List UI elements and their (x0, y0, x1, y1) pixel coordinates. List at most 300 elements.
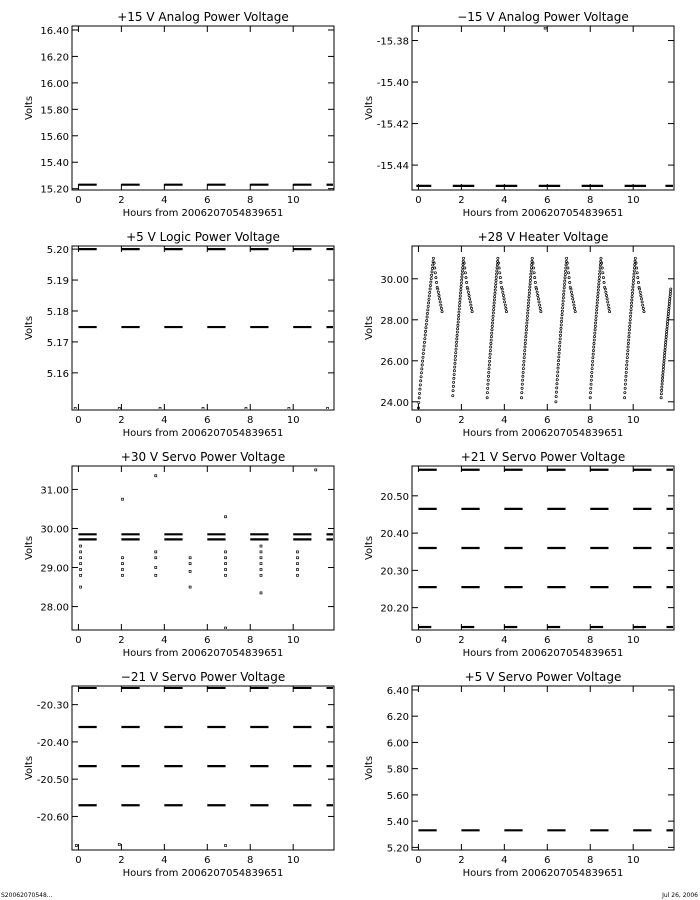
y-tick-label: 15.80 (40, 105, 69, 117)
data-point (625, 368, 627, 370)
data-point (524, 342, 526, 344)
data-point (425, 323, 427, 325)
data-point (603, 281, 605, 283)
data-point (594, 329, 596, 331)
y-tick-label: 16.00 (40, 78, 69, 90)
data-point (491, 332, 493, 334)
data-point (490, 335, 492, 337)
data-point (458, 314, 460, 316)
x-axis-label: Hours from 2006207054839651 (122, 648, 284, 659)
data-point (498, 267, 500, 269)
data-point (426, 319, 428, 321)
data-point (504, 304, 506, 306)
data-point (639, 288, 641, 290)
x-tick-label: 8 (247, 195, 254, 206)
data-point (189, 557, 191, 559)
x-tick-label: 6 (544, 415, 551, 426)
chart-panel-6 (364, 450, 674, 659)
data-point (454, 359, 456, 361)
data-point (521, 387, 523, 389)
x-tick-label: 8 (587, 855, 594, 866)
data-point (660, 397, 662, 399)
data-point (460, 285, 462, 287)
y-axis-label: Volts (24, 755, 35, 781)
x-tick-label: 2 (458, 635, 465, 646)
data-point (456, 338, 458, 340)
data-point (590, 383, 592, 385)
data-point (635, 262, 637, 264)
data-point (640, 294, 642, 296)
data-point (628, 332, 630, 334)
data-point (596, 309, 598, 311)
y-axis-label: Volts (364, 535, 375, 561)
data-point (457, 324, 459, 326)
data-point (531, 257, 533, 259)
data-point (429, 284, 431, 286)
data-point (495, 273, 497, 275)
data-point (155, 567, 157, 569)
data-point (489, 357, 491, 359)
data-point (572, 301, 574, 303)
data-point (459, 301, 461, 303)
data-point (632, 289, 634, 291)
data-point (537, 294, 539, 296)
x-tick-label: 4 (161, 415, 168, 426)
data-point (80, 568, 82, 570)
data-point (433, 262, 435, 264)
data-point (494, 289, 496, 291)
data-point (668, 300, 670, 302)
data-point (530, 276, 532, 278)
y-tick-label: -15.42 (376, 119, 409, 131)
data-point (665, 341, 667, 343)
data-point (630, 312, 632, 314)
y-tick-label: 16.20 (40, 52, 69, 64)
data-point (629, 315, 631, 317)
data-point (533, 272, 535, 274)
data-point (461, 273, 463, 275)
data-point (561, 317, 563, 319)
data-point (494, 295, 496, 297)
data-point (593, 339, 595, 341)
x-tick-label: 8 (247, 855, 254, 866)
y-tick-label: -20.40 (36, 737, 69, 749)
x-tick-label: 4 (501, 415, 508, 426)
y-tick-label: -20.30 (36, 700, 69, 712)
data-point (663, 354, 665, 356)
data-point (458, 305, 460, 307)
data-point (569, 281, 571, 283)
data-point (572, 298, 574, 300)
data-point (526, 325, 528, 327)
data-point (599, 270, 601, 272)
data-point (624, 383, 626, 385)
data-point (560, 331, 562, 333)
data-point (80, 551, 82, 553)
data-point (539, 304, 541, 306)
data-point (602, 272, 604, 274)
y-tick-label: 30.00 (380, 274, 409, 286)
data-point (608, 307, 610, 309)
x-tick-label: 6 (204, 635, 211, 646)
data-point (590, 375, 592, 377)
plot-frame (412, 686, 674, 850)
data-point (661, 380, 663, 382)
data-point (431, 267, 433, 269)
data-point (626, 360, 628, 362)
data-point (491, 322, 493, 324)
data-point (557, 371, 559, 373)
data-point (666, 328, 668, 330)
data-point (421, 364, 423, 366)
data-point (629, 325, 631, 327)
data-point (523, 353, 525, 355)
y-tick-label: 5.19 (46, 276, 69, 288)
data-point (80, 545, 82, 547)
y-tick-label: 5.80 (386, 764, 409, 776)
data-point (663, 363, 665, 365)
y-tick-label: 6.00 (386, 738, 409, 750)
data-point (459, 298, 461, 300)
data-point (488, 360, 490, 362)
data-point (600, 262, 602, 264)
data-point (492, 312, 494, 314)
data-point (526, 315, 528, 317)
chart-panel-3 (24, 230, 334, 439)
plot-frame (72, 686, 334, 850)
data-point (557, 367, 559, 369)
data-point (435, 281, 437, 283)
data-point (589, 397, 591, 399)
data-point (599, 273, 601, 275)
data-point (605, 294, 607, 296)
plot-frame (412, 246, 674, 410)
x-axis-label: Hours from 2006207054839651 (122, 428, 284, 439)
data-point (570, 291, 572, 293)
data-point (559, 345, 561, 347)
data-point (327, 407, 329, 409)
y-tick-label: -20.50 (36, 775, 69, 787)
x-tick-label: 2 (118, 635, 125, 646)
data-point (600, 257, 602, 259)
data-point (637, 281, 639, 283)
x-tick-label: 8 (587, 415, 594, 426)
plot-frame (72, 26, 334, 190)
data-point (560, 320, 562, 322)
data-point (664, 352, 666, 354)
x-tick-label: 0 (75, 855, 82, 866)
x-tick-label: 4 (501, 855, 508, 866)
y-tick-label: 29.00 (40, 563, 69, 575)
data-point (118, 843, 120, 845)
data-point (189, 586, 191, 588)
data-point (593, 346, 595, 348)
data-point (441, 311, 443, 313)
data-point (528, 295, 530, 297)
data-point (669, 290, 671, 292)
data-point (424, 330, 426, 332)
data-point (532, 267, 534, 269)
chart-panel-8 (364, 670, 674, 879)
data-point (556, 379, 558, 381)
y-tick-label: 15.20 (40, 184, 69, 196)
data-point (429, 291, 431, 293)
y-tick-label: -15.38 (376, 36, 409, 48)
data-point (667, 320, 669, 322)
x-tick-label: 0 (415, 635, 422, 646)
plot-frame (412, 26, 674, 190)
data-point (501, 288, 503, 290)
data-point (574, 311, 576, 313)
data-point (532, 262, 534, 264)
data-point (591, 371, 593, 373)
x-tick-label: 10 (626, 415, 640, 426)
data-point (80, 586, 82, 588)
data-point (527, 302, 529, 304)
data-point (525, 332, 527, 334)
data-point (641, 301, 643, 303)
data-point (452, 385, 454, 387)
y-tick-label: 28.00 (40, 602, 69, 614)
data-point (118, 407, 120, 409)
data-point (633, 276, 635, 278)
x-tick-label: 0 (415, 855, 422, 866)
y-tick-label: 6.20 (386, 712, 409, 724)
data-point (469, 298, 471, 300)
data-point (492, 315, 494, 317)
data-point (464, 267, 466, 269)
data-point (598, 279, 600, 281)
data-point (624, 387, 626, 389)
data-point (499, 277, 501, 279)
data-point (562, 303, 564, 305)
x-axis-label: Hours from 2006207054839651 (462, 868, 624, 879)
x-tick-label: 10 (286, 855, 300, 866)
data-point (458, 308, 460, 310)
data-point (607, 304, 609, 306)
data-point (492, 319, 494, 321)
data-point (470, 307, 472, 309)
data-point (564, 273, 566, 275)
data-point (260, 557, 262, 559)
data-point (225, 845, 227, 847)
data-point (225, 563, 227, 565)
data-point (423, 341, 425, 343)
y-tick-label: 15.40 (40, 158, 69, 170)
data-point (668, 310, 670, 312)
y-axis-label: Volts (364, 755, 375, 781)
data-point (643, 311, 645, 313)
data-point (440, 307, 442, 309)
data-point (463, 262, 465, 264)
data-point (429, 288, 431, 290)
data-point (535, 288, 537, 290)
data-point (434, 267, 436, 269)
x-tick-label: 0 (415, 195, 422, 206)
data-point (626, 353, 628, 355)
data-point (557, 359, 559, 361)
data-point (522, 375, 524, 377)
data-point (260, 551, 262, 553)
data-point (637, 277, 639, 279)
y-tick-label: 20.40 (380, 529, 409, 541)
data-marks (418, 470, 674, 627)
data-point (488, 364, 490, 366)
data-point (121, 498, 123, 500)
data-point (457, 318, 459, 320)
data-point (597, 295, 599, 297)
x-tick-label: 4 (501, 635, 508, 646)
y-tick-label: 6.40 (386, 685, 409, 697)
y-tick-label: -15.40 (376, 78, 409, 90)
data-point (494, 286, 496, 288)
data-point (466, 281, 468, 283)
data-point (562, 297, 564, 299)
y-tick-label: 20.50 (380, 491, 409, 503)
data-point (426, 312, 428, 314)
x-tick-label: 10 (286, 415, 300, 426)
data-point (490, 339, 492, 341)
chart-title: +5 V Servo Power Voltage (464, 670, 622, 684)
data-point (493, 305, 495, 307)
data-point (629, 319, 631, 321)
data-point (497, 257, 499, 259)
data-point (455, 341, 457, 343)
data-point (419, 388, 421, 390)
data-point (523, 360, 525, 362)
data-point (465, 277, 467, 279)
data-point (596, 302, 598, 304)
data-point (607, 301, 609, 303)
y-tick-label: 16.40 (40, 25, 69, 37)
data-point (496, 270, 498, 272)
data-point (595, 315, 597, 317)
data-point (455, 348, 457, 350)
data-point (432, 257, 434, 259)
data-point (631, 292, 633, 294)
data-point (625, 379, 627, 381)
data-point (527, 309, 529, 311)
data-point (461, 270, 463, 272)
data-point (499, 272, 501, 274)
data-point (529, 286, 531, 288)
x-tick-label: 6 (204, 195, 211, 206)
data-point (558, 352, 560, 354)
y-tick-label: 30.00 (40, 524, 69, 536)
data-point (669, 293, 671, 295)
data-point (640, 298, 642, 300)
data-point (470, 304, 472, 306)
data-point (430, 278, 432, 280)
data-point (601, 267, 603, 269)
data-point (667, 315, 669, 317)
y-tick-label: 15.60 (40, 131, 69, 143)
x-tick-label: 4 (501, 195, 508, 206)
y-tick-label: 31.00 (40, 485, 69, 497)
data-point (288, 407, 290, 409)
data-point (664, 344, 666, 346)
data-point (426, 316, 428, 318)
data-point (121, 574, 123, 576)
data-point (602, 277, 604, 279)
x-tick-label: 6 (544, 855, 551, 866)
data-point (521, 383, 523, 385)
data-point (624, 392, 626, 394)
data-point (662, 365, 664, 367)
x-axis-label: Hours from 2006207054839651 (122, 868, 284, 879)
data-point (539, 307, 541, 309)
data-point (425, 327, 427, 329)
plot-frame (72, 466, 334, 630)
data-point (527, 305, 529, 307)
x-tick-label: 6 (544, 635, 551, 646)
data-point (627, 346, 629, 348)
chart-panel-2 (364, 10, 674, 219)
data-point (592, 360, 594, 362)
data-point (456, 331, 458, 333)
data-point (571, 294, 573, 296)
data-point (558, 356, 560, 358)
data-point (189, 570, 191, 572)
data-point (418, 392, 420, 394)
chart-panel-7 (24, 670, 334, 879)
data-point (536, 291, 538, 293)
y-tick-label: 26.00 (380, 356, 409, 368)
data-point (296, 551, 298, 553)
data-point (665, 336, 667, 338)
data-point (423, 349, 425, 351)
footer-date: Jul 26, 2006 (662, 892, 698, 899)
data-point (454, 366, 456, 368)
data-point (80, 563, 82, 565)
data-point (493, 299, 495, 301)
data-point (668, 303, 670, 305)
x-tick-label: 2 (118, 195, 125, 206)
data-point (639, 291, 641, 293)
y-tick-label: 5.18 (46, 306, 69, 318)
x-tick-label: 4 (161, 855, 168, 866)
data-marks (416, 27, 674, 186)
data-point (296, 563, 298, 565)
data-point (497, 262, 499, 264)
data-point (439, 298, 441, 300)
data-point (453, 381, 455, 383)
data-marks (78, 469, 334, 629)
data-point (296, 568, 298, 570)
data-point (629, 322, 631, 324)
data-series-5 (75, 843, 226, 846)
data-point (626, 364, 628, 366)
data-point (438, 294, 440, 296)
data-point (661, 386, 663, 388)
data-marks (74, 249, 334, 409)
data-point (604, 288, 606, 290)
data-point (421, 368, 423, 370)
data-point (595, 322, 597, 324)
data-point (260, 568, 262, 570)
x-tick-label: 10 (286, 635, 300, 646)
y-axis-label: Volts (24, 95, 35, 121)
data-point (667, 318, 669, 320)
data-point (564, 277, 566, 279)
data-point (662, 368, 664, 370)
x-tick-label: 0 (75, 195, 82, 206)
data-point (560, 327, 562, 329)
data-point (559, 338, 561, 340)
data-point (521, 392, 523, 394)
data-point (520, 397, 522, 399)
y-axis-label: Volts (364, 315, 375, 341)
